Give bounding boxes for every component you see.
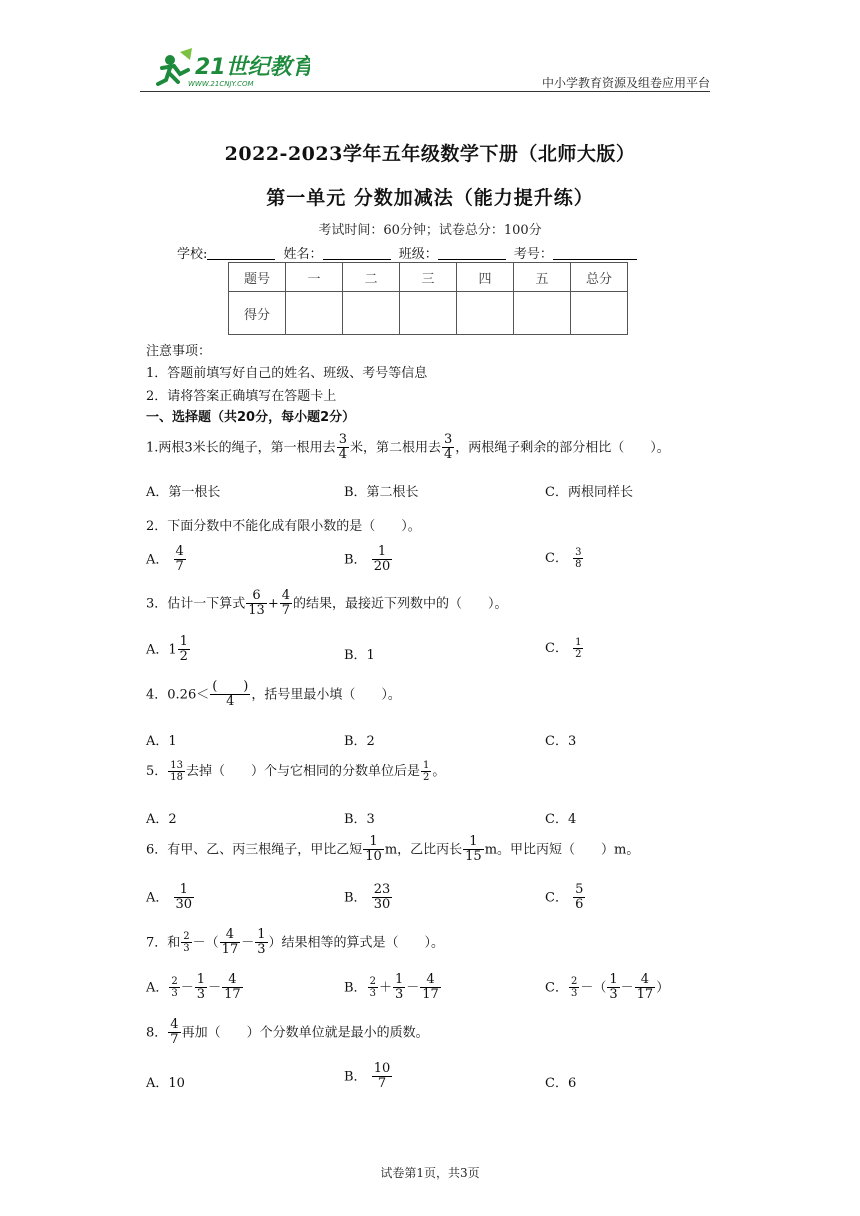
option-b[interactable]: B． $\frac{23}{30}$: [344, 882, 391, 913]
option-a[interactable]: A． $\frac{1}{30}$: [146, 882, 193, 913]
logo-url: WWW.21CNJY.COM: [188, 80, 254, 88]
option-b[interactable]: B．2: [344, 734, 375, 749]
option-b[interactable]: B． $\frac{1}{20}$: [344, 544, 391, 575]
name-label: 姓名：: [283, 247, 323, 262]
option-a[interactable]: A．1 $\frac{1}{2}$: [146, 634, 188, 665]
class-field[interactable]: [438, 247, 506, 260]
score-cell[interactable]: [457, 292, 514, 335]
score-table: [228, 262, 628, 335]
score-header-cell: 二: [343, 263, 400, 292]
score-cell[interactable]: [400, 292, 457, 335]
platform-label: 中小学教育资源及组卷应用平台: [541, 76, 710, 90]
option-a[interactable]: A．1: [146, 734, 177, 749]
student-fields: [177, 243, 641, 262]
q1-text: ，两根绳子剩余的部分相比（ ）。: [455, 440, 670, 456]
fraction: $\frac{3}{4}$: [443, 432, 453, 463]
class-label: 班级：: [398, 247, 438, 262]
score-row-label: 得分: [229, 292, 286, 335]
fraction: $\frac{4}{7}$: [175, 544, 184, 575]
score-header-cell: 题号: [229, 263, 286, 292]
fraction: $\frac{1}{15}$: [465, 834, 482, 865]
option-a[interactable]: A． $\frac{4}{7}$: [146, 544, 184, 575]
option-b[interactable]: B．第二根长: [344, 485, 419, 500]
fraction: $\frac{1}{2}$: [575, 637, 582, 660]
option-c[interactable]: C．6: [545, 1076, 577, 1091]
exam-title: 2022-2023学年五年级数学下册（北师大版）: [224, 143, 636, 165]
option-b[interactable]: B．3: [344, 812, 375, 827]
option-c[interactable]: C． $\frac{2}{3}$ －（ $\frac{1}{3}$ － $\frac{4}{17}$ ）: [545, 972, 670, 1003]
exam-info: 考试时间：60分钟；试卷总分：100分: [318, 223, 542, 238]
logo-runner-icon: [140, 44, 310, 92]
fraction: $\frac{1}{10}$: [365, 834, 382, 865]
question-4: 4．0.26＜ $\frac{( )}{4}$ ，括号里最小填（ ）。: [146, 679, 401, 710]
option-a[interactable]: A．2: [146, 812, 177, 827]
logo: [140, 44, 310, 92]
score-header-cell: 总分: [571, 263, 628, 292]
fraction: $\frac{1}{2}$: [179, 634, 188, 665]
option-c[interactable]: C．3: [545, 734, 577, 749]
question-6: 6．有甲、乙、丙三根绳子，甲比乙短 $\frac{1}{10}$ m，乙比丙长 $\frac{1}{15}$ m。甲比丙短（ ）m。: [146, 834, 640, 865]
question-2: 2．下面分数中不能化成有限小数的是（ ）。: [146, 519, 421, 534]
option-c[interactable]: C． $\frac{5}{6}$: [545, 882, 584, 913]
fraction: $\frac{6}{13}$: [248, 588, 265, 619]
fraction: $\frac{1}{2}$: [423, 760, 430, 783]
school-field[interactable]: [207, 247, 275, 260]
fraction: $\frac{2}{3}$: [183, 931, 190, 955]
notes-title: 注意事项：: [146, 344, 212, 359]
score-header-cell: 五: [514, 263, 571, 292]
fraction: $\frac{( )}{4}$: [212, 679, 249, 710]
question-1: [146, 433, 670, 463]
option-a[interactable]: A． $\frac{2}{3}$ － $\frac{1}{3}$ － $\frac{4}{17}$: [146, 972, 241, 1003]
option-b[interactable]: B． $\frac{2}{3}$ ＋ $\frac{1}{3}$ － $\frac{4}{17}$: [344, 972, 439, 1003]
option-c[interactable]: C． $\frac{3}{8}$: [545, 547, 582, 570]
question-3: 3．估计一下算式 $\frac{6}{13}$ + $\frac{4}{7}$ 的结果，最接近下列数中的（ ）。: [146, 588, 508, 619]
score-cell[interactable]: [514, 292, 571, 335]
page-footer: 试卷第1页，共3页: [380, 1166, 480, 1180]
number-field[interactable]: [553, 247, 637, 260]
option-b[interactable]: B．1: [344, 648, 375, 663]
score-header-cell: 一: [286, 263, 343, 292]
fraction: $\frac{5}{6}$: [575, 882, 584, 913]
number-label: 考号：: [513, 247, 553, 262]
option-c[interactable]: C． $\frac{1}{2}$: [545, 637, 582, 660]
header-divider: [140, 91, 710, 92]
option-b[interactable]: B． $\frac{10}{7}$: [344, 1061, 391, 1092]
name-field[interactable]: [323, 247, 391, 260]
fraction: $\frac{3}{8}$: [575, 547, 582, 570]
question-5: 5． $\frac{13}{18}$ 去掉（ ）个与它相同的分数单位后是 $\frac{1}{2}$ 。: [146, 760, 446, 783]
fraction: $\frac{13}{18}$: [170, 760, 184, 783]
question-7: 7．和 $\frac{2}{3}$ －（ $\frac{4}{17}$ － $\frac{1}{3}$ ）结果相等的算式是（ ）。: [146, 927, 445, 958]
section-heading: 一、选择题（共20分，每小题2分）: [146, 410, 356, 425]
school-label: 学校:: [177, 247, 208, 262]
logo-text: 21世纪教育: [195, 55, 310, 80]
fraction: $\frac{3}{4}$: [338, 432, 347, 463]
fraction: $\frac{1}{30}$: [175, 882, 193, 913]
fraction: $\frac{4}{7}$: [281, 588, 291, 619]
option-a[interactable]: A．10: [146, 1076, 185, 1091]
score-cell[interactable]: [286, 292, 343, 335]
option-c[interactable]: C．4: [545, 812, 577, 827]
score-header-cell: 三: [400, 263, 457, 292]
fraction: $\frac{4}{7}$: [170, 1017, 179, 1048]
note-item: 2．请将答案正确填写在答题卡上: [146, 389, 337, 404]
q1-text: 米，第二根用去: [349, 440, 441, 456]
score-header-cell: 四: [457, 263, 514, 292]
score-cell[interactable]: [343, 292, 400, 335]
note-item: 1．答题前填写好自己的姓名、班级、考号等信息: [146, 366, 428, 381]
fraction: $\frac{1}{20}$: [373, 544, 391, 575]
fraction: $\frac{23}{30}$: [373, 882, 391, 913]
question-8: 8． $\frac{4}{7}$ 再加（ ）个分数单位就是最小的质数。: [146, 1017, 429, 1048]
q1-text: 1.两根3米长的绳子，第一根用去: [146, 440, 336, 456]
option-c[interactable]: C．两根同样长: [545, 485, 633, 500]
option-a[interactable]: A．第一根长: [146, 485, 221, 500]
fraction: $\frac{1}{3}$: [257, 927, 266, 958]
unit-title: 第一单元 分数加减法（能力提升练）: [266, 187, 594, 209]
fraction: $\frac{4}{17}$: [221, 927, 239, 958]
score-cell[interactable]: [571, 292, 628, 335]
